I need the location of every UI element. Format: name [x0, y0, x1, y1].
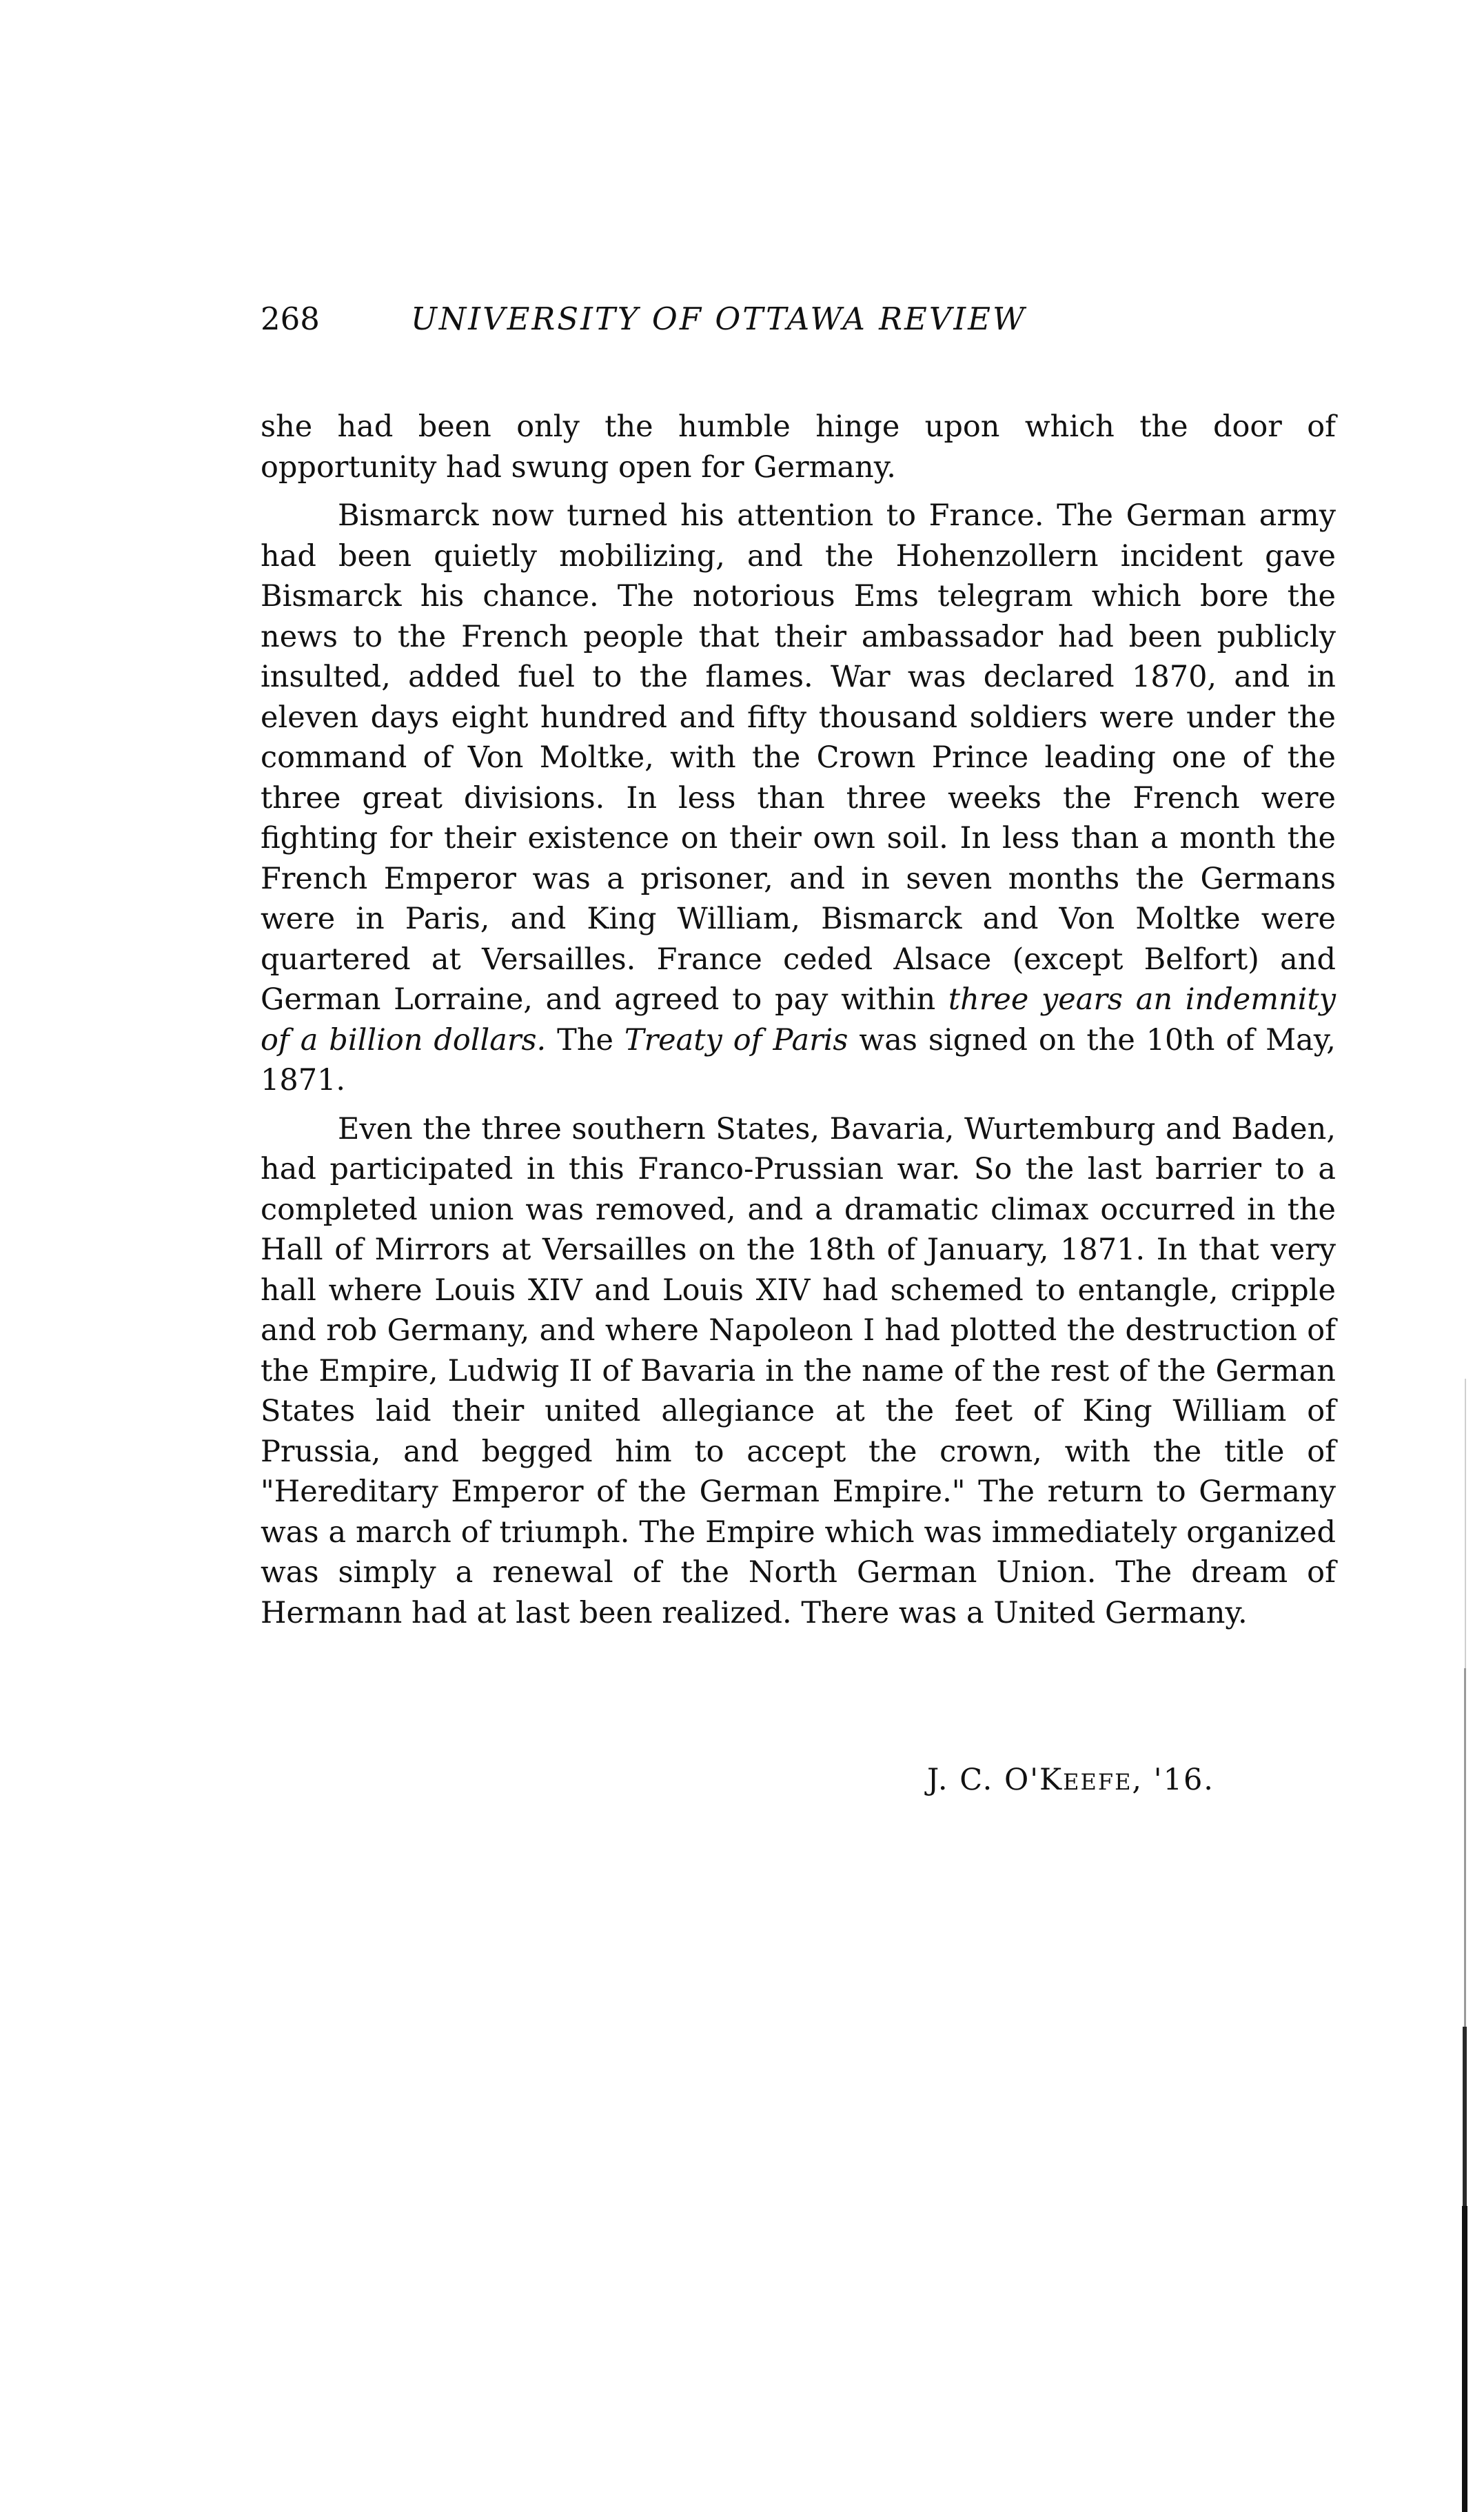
paragraph-bismarck-france: [261, 496, 1336, 1101]
italic-indemnity: three years an indemnity of a billion dollars.: [261, 982, 1336, 1057]
article-body: [261, 407, 1336, 1633]
signature-initials: J. C. O': [927, 1763, 1040, 1797]
paragraph-text: was signed on the 10th of May, 1871.: [261, 1022, 1336, 1097]
journal-title: UNIVERSITY OF OTTAWA REVIEW: [411, 301, 1027, 337]
binding-edge-mark: [1458, 1379, 1470, 2512]
signature-class-year: , '16.: [1132, 1763, 1214, 1797]
author-signature: [927, 1759, 1214, 1803]
italic-treaty-of-paris: Treaty of Paris: [624, 1022, 848, 1057]
paragraph-text: The: [546, 1022, 624, 1057]
paragraph-continuation: she had been only the humble hinge upon which the door of opportunity had swung open for Germany.: [261, 409, 1336, 485]
paragraph-text: Bismarck now turned his attention to France. The German army had been quietly mobilizing, and the Hohenzollern incident gave Bismarck his chance. The notorious Ems telegram which bore the news to the French people that their ambassador had been publicly insulted, added fuel to the flames. War was declared 1870, and in eleven days eight hundred and fifty thousand soldiers were under the command of Von Moltke, with the Crown Prince leading one of the three great divisions. In less than three weeks the French were fighting for their existence on their own soil. In less than a month the French Emperor was a prisoner, and in seven months the Germans were in Paris, and King William, Bismarck and Von Moltke were quartered at Versailles. France ceded Alsace (except Belfort) and German Lorraine, and agreed to pay within: [261, 498, 1336, 1017]
signature-surname-initial: K: [1039, 1763, 1064, 1797]
signature-surname-smallcaps: EEFE: [1063, 1769, 1132, 1795]
running-header: [261, 295, 1336, 343]
paragraph-southern-states: Even the three southern States, Bavaria, Wurtemburg and Baden, had participated in this Franco-Prussian war. So the last barrier to a completed union was removed, and a dramatic climax occurred in the Hall of Mirrors at Versailles on the 18th of January, 1871. In that very hall where Louis XIV and Louis XIV had schemed to entangle, cripple and rob Germany, and where Napoleon I had plotted the destruction of the Empire, Ludwig II of Bavaria in the name of the rest of the German States laid their united allegiance at the feet of King William of Prussia, and begged him to accept the crown, with the title of "Hereditary Emperor of the German Empire." The return to Germany was a march of triumph. The Empire which was immediately organized was simply a renewal of the North German Union. The dream of Hermann had at last been realized. There was a United Germany.: [261, 1111, 1336, 1630]
page-number: 268: [261, 301, 320, 337]
